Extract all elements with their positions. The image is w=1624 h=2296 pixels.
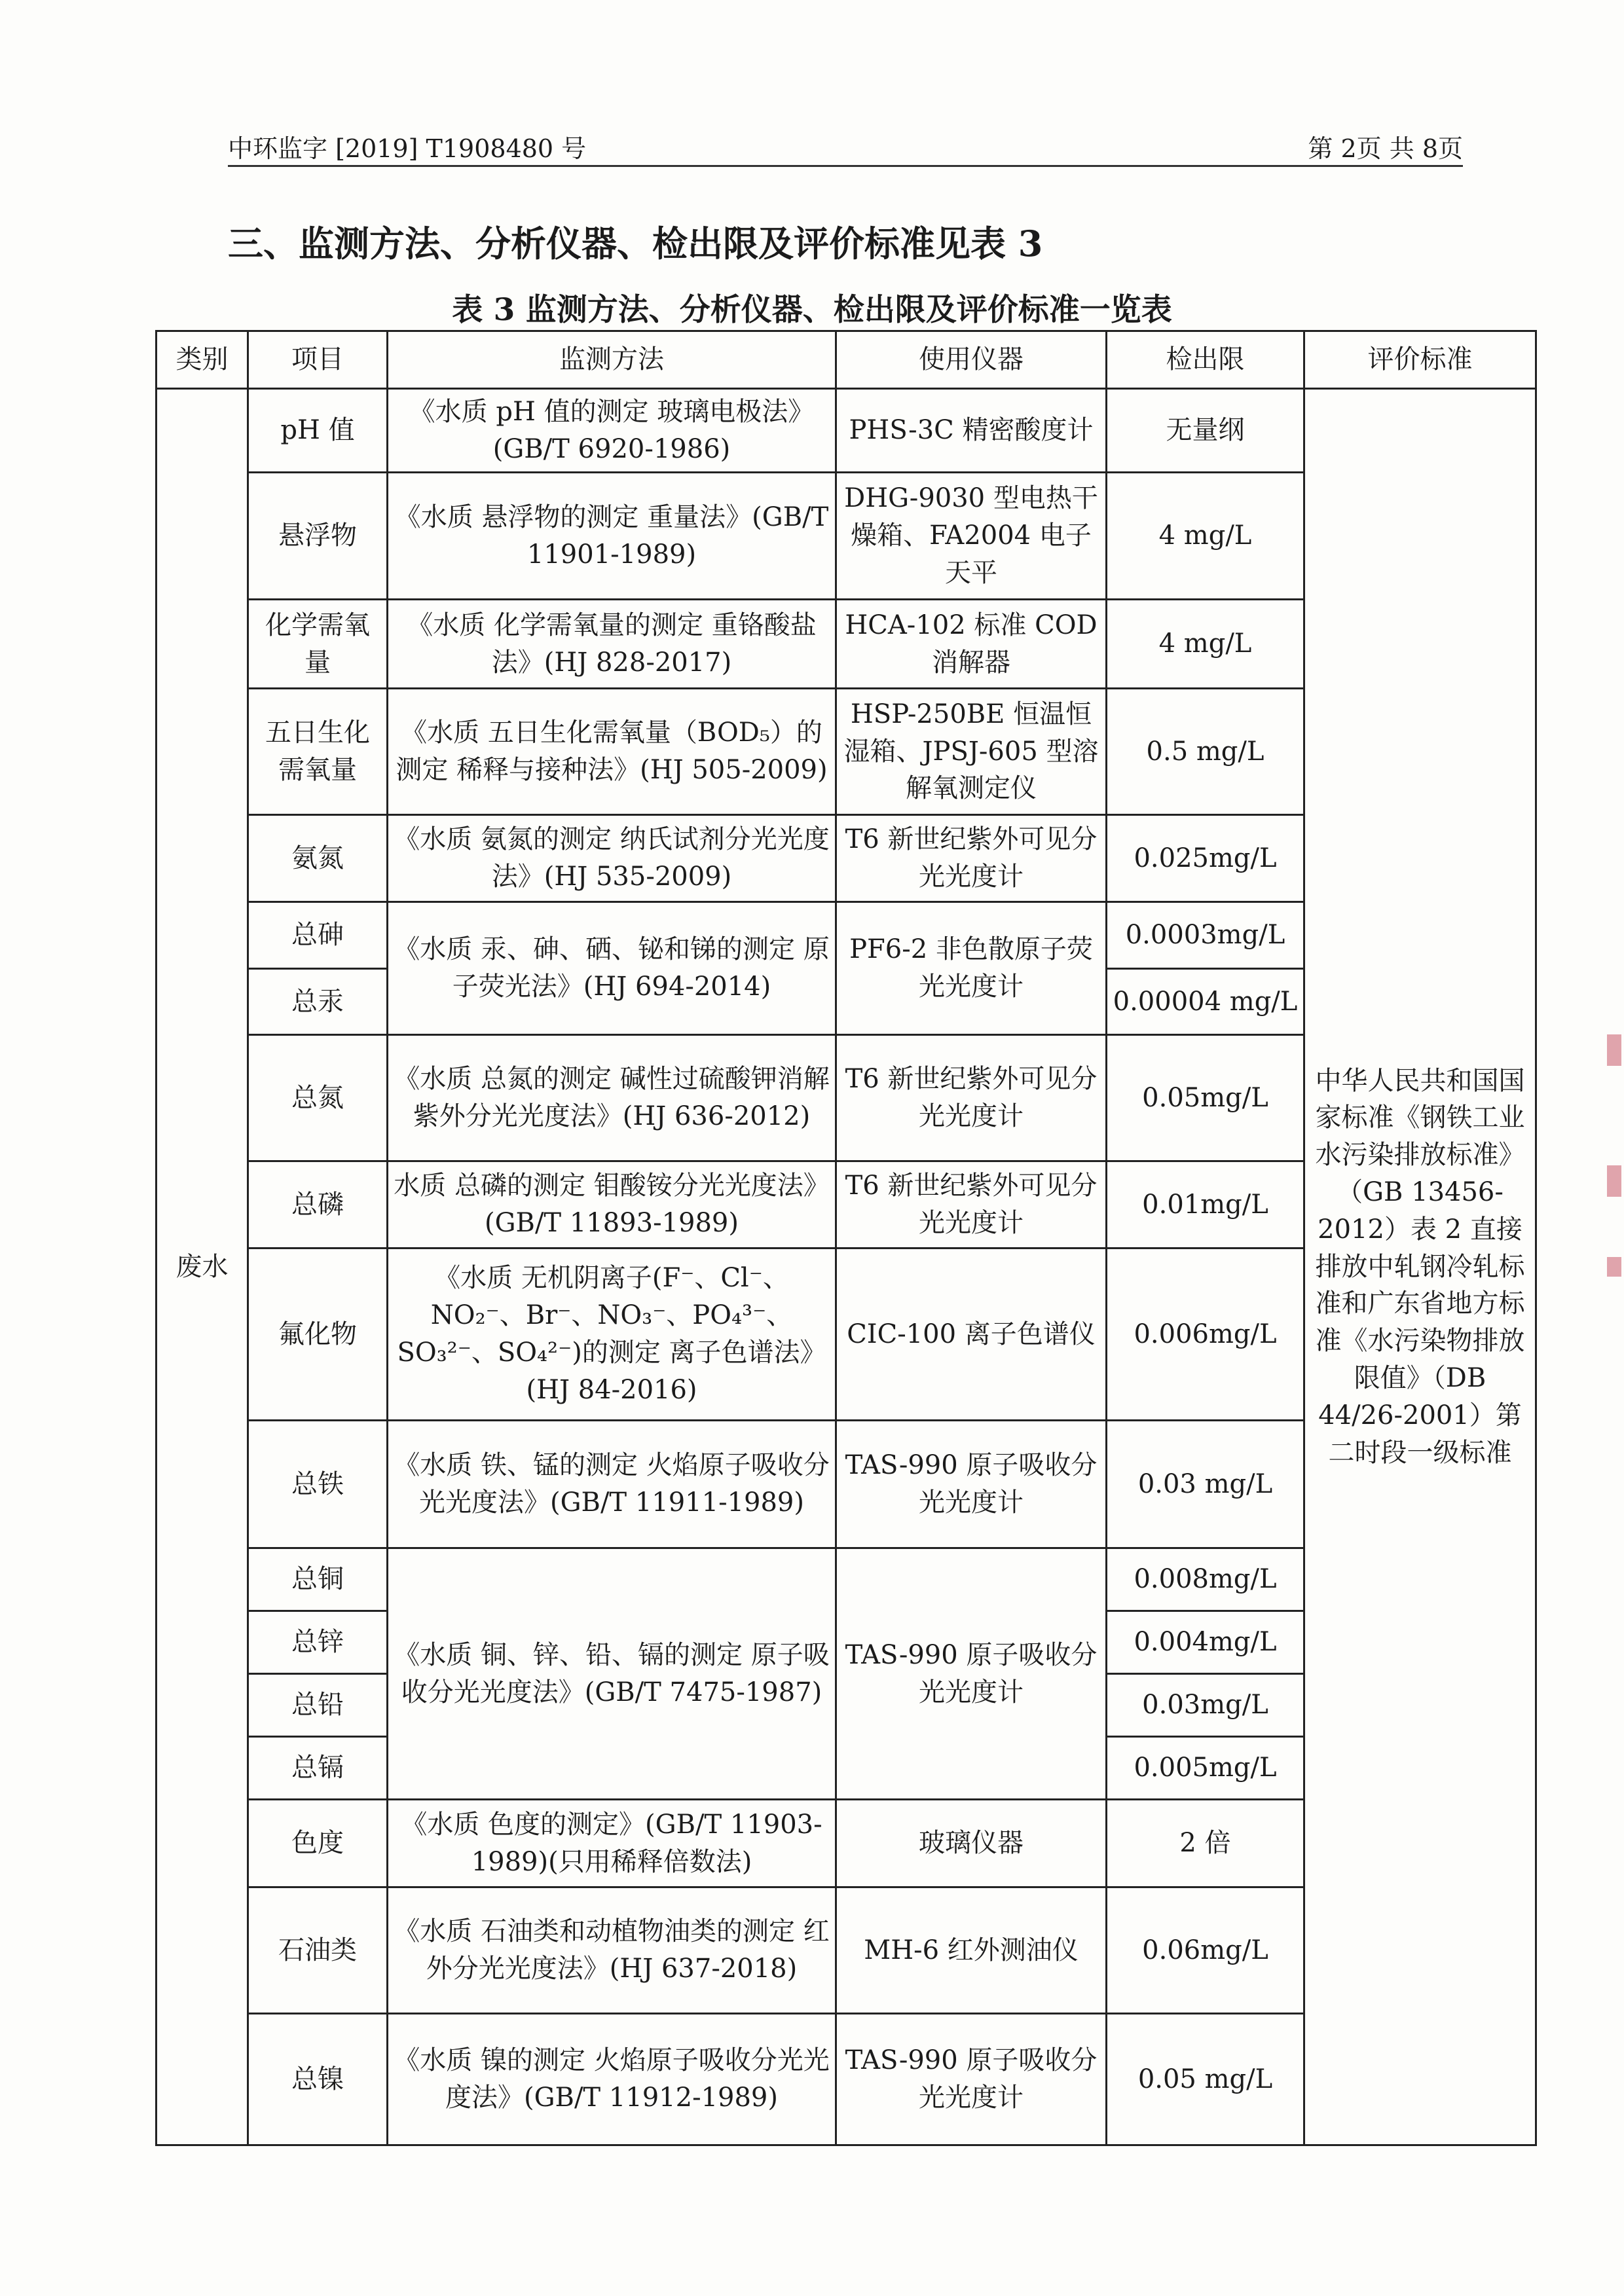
limit-cell: 0.05mg/L: [1107, 1035, 1304, 1161]
instrument-cell: T6 新世纪紫外可见分光光度计: [836, 1035, 1107, 1161]
item-cell: 总锌: [248, 1611, 388, 1674]
method-cell: 《水质 色度的测定》(GB/T 11903-1989)(只用稀释倍数法): [388, 1800, 836, 1887]
method-cell: 《水质 无机阴离子(F⁻、Cl⁻、NO₂⁻、Br⁻、NO₃⁻、PO₄³⁻、SO₃²⁻、SO₄²⁻)的测定 离子色谱法》(HJ 84-2016): [388, 1248, 836, 1421]
section-title: 三、监测方法、分析仪器、检出限及评价标准见表 3: [228, 223, 1043, 264]
instrument-cell: 玻璃仪器: [836, 1800, 1107, 1887]
instrument-cell: DHG-9030 型电热干燥箱、FA2004 电子天平: [836, 473, 1107, 600]
limit-cell: 0.006mg/L: [1107, 1248, 1304, 1421]
limit-cell: 0.008mg/L: [1107, 1548, 1304, 1611]
item-cell: 总铅: [248, 1674, 388, 1737]
limit-cell: 0.03mg/L: [1107, 1674, 1304, 1737]
header-detection-limit: 检出限: [1107, 331, 1304, 389]
item-cell: 五日生化需氧量: [248, 689, 388, 815]
method-cell: 《水质 石油类和动植物油类的测定 红外分光光度法》(HJ 637-2018): [388, 1887, 836, 2014]
item-cell: 氨氮: [248, 815, 388, 902]
limit-cell: 0.004mg/L: [1107, 1611, 1304, 1674]
method-cell: 《水质 汞、砷、硒、铋和锑的测定 原子荧光法》(HJ 694-2014): [388, 902, 836, 1035]
method-cell: 《水质 氨氮的测定 纳氏试剂分光光度法》(HJ 535-2009): [388, 815, 836, 902]
instrument-cell: T6 新世纪紫外可见分光光度计: [836, 1161, 1107, 1248]
limit-cell: 0.01mg/L: [1107, 1161, 1304, 1248]
method-cell: 《水质 铜、锌、铅、镉的测定 原子吸收分光光度法》(GB/T 7475-1987): [388, 1548, 836, 1800]
item-cell: pH 值: [248, 389, 388, 473]
limit-cell: 0.0003mg/L: [1107, 902, 1304, 969]
table-header-row: [157, 331, 1536, 389]
limit-cell: 0.03 mg/L: [1107, 1421, 1304, 1548]
item-cell: 总汞: [248, 969, 388, 1035]
header-standard: 评价标准: [1304, 331, 1536, 389]
item-cell: 总砷: [248, 902, 388, 969]
limit-cell: 0.05 mg/L: [1107, 2014, 1304, 2145]
method-cell: 《水质 铁、锰的测定 火焰原子吸收分光光度法》(GB/T 11911-1989): [388, 1421, 836, 1548]
item-cell: 石油类: [248, 1887, 388, 2014]
page-indicator: 第 2页 共 8页: [1308, 134, 1463, 163]
method-cell: 《水质 五日生化需氧量（BOD₅）的测定 稀释与接种法》(HJ 505-2009): [388, 689, 836, 815]
limit-cell: 无量纲: [1107, 389, 1304, 473]
method-cell: 《水质 化学需氧量的测定 重铬酸盐法》(HJ 828-2017): [388, 600, 836, 689]
item-cell: 总磷: [248, 1161, 388, 1248]
item-cell: 总镍: [248, 2014, 388, 2145]
method-cell: 水质 总磷的测定 钼酸铵分光光度法》(GB/T 11893-1989): [388, 1161, 836, 1248]
instrument-cell: HSP-250BE 恒温恒湿箱、JPSJ-605 型溶解氧测定仪: [836, 689, 1107, 815]
limit-cell: 0.005mg/L: [1107, 1737, 1304, 1800]
limit-cell: 2 倍: [1107, 1800, 1304, 1887]
item-cell: 总镉: [248, 1737, 388, 1800]
instrument-cell: T6 新世纪紫外可见分光光度计: [836, 815, 1107, 902]
table-caption: 表 3 监测方法、分析仪器、检出限及评价标准一览表: [452, 292, 1172, 328]
item-cell: 色度: [248, 1800, 388, 1887]
seal-mark: [1607, 1257, 1621, 1277]
document-number: 中环监字 [2019] T1908480 号: [228, 134, 587, 163]
seal-mark: [1607, 1165, 1621, 1197]
table-row: [157, 389, 1536, 473]
instrument-cell: TAS-990 原子吸收分光光度计: [836, 1548, 1107, 1800]
seal-mark: [1607, 1034, 1621, 1066]
header-instrument: 使用仪器: [836, 331, 1107, 389]
item-cell: 氟化物: [248, 1248, 388, 1421]
method-cell: 《水质 悬浮物的测定 重量法》(GB/T 11901-1989): [388, 473, 836, 600]
instrument-cell: TAS-990 原子吸收分光光度计: [836, 2014, 1107, 2145]
limit-cell: 0.00004 mg/L: [1107, 969, 1304, 1035]
methods-table: [155, 330, 1537, 2146]
instrument-cell: CIC-100 离子色谱仪: [836, 1248, 1107, 1421]
item-cell: 总铜: [248, 1548, 388, 1611]
standard-cell: 中华人民共和国国家标准《钢铁工业水污染排放标准》（GB 13456-2012）表 2 直接排放中轧钢冷轧标准和广东省地方标准《水污染物排放限值》（DB 44/26-2001）第二时段一级标准: [1304, 389, 1536, 2145]
item-cell: 悬浮物: [248, 473, 388, 600]
limit-cell: 4 mg/L: [1107, 473, 1304, 600]
instrument-cell: PF6-2 非色散原子荧光光度计: [836, 902, 1107, 1035]
method-cell: 《水质 pH 值的测定 玻璃电极法》(GB/T 6920-1986): [388, 389, 836, 473]
item-cell: 化学需氧量: [248, 600, 388, 689]
instrument-cell: HCA-102 标准 COD 消解器: [836, 600, 1107, 689]
category-cell: 废水: [157, 389, 248, 2145]
instrument-cell: PHS-3C 精密酸度计: [836, 389, 1107, 473]
limit-cell: 0.025mg/L: [1107, 815, 1304, 902]
header-item: 项目: [248, 331, 388, 389]
limit-cell: 4 mg/L: [1107, 600, 1304, 689]
page-header: [228, 128, 1463, 167]
method-cell: 《水质 总氮的测定 碱性过硫酸钾消解紫外分光光度法》(HJ 636-2012): [388, 1035, 836, 1161]
instrument-cell: TAS-990 原子吸收分光光度计: [836, 1421, 1107, 1548]
item-cell: 总铁: [248, 1421, 388, 1548]
header-method: 监测方法: [388, 331, 836, 389]
method-cell: 《水质 镍的测定 火焰原子吸收分光光度法》(GB/T 11912-1989): [388, 2014, 836, 2145]
instrument-cell: MH-6 红外测油仪: [836, 1887, 1107, 2014]
header-category: 类别: [157, 331, 248, 389]
limit-cell: 0.06mg/L: [1107, 1887, 1304, 2014]
limit-cell: 0.5 mg/L: [1107, 689, 1304, 815]
item-cell: 总氮: [248, 1035, 388, 1161]
